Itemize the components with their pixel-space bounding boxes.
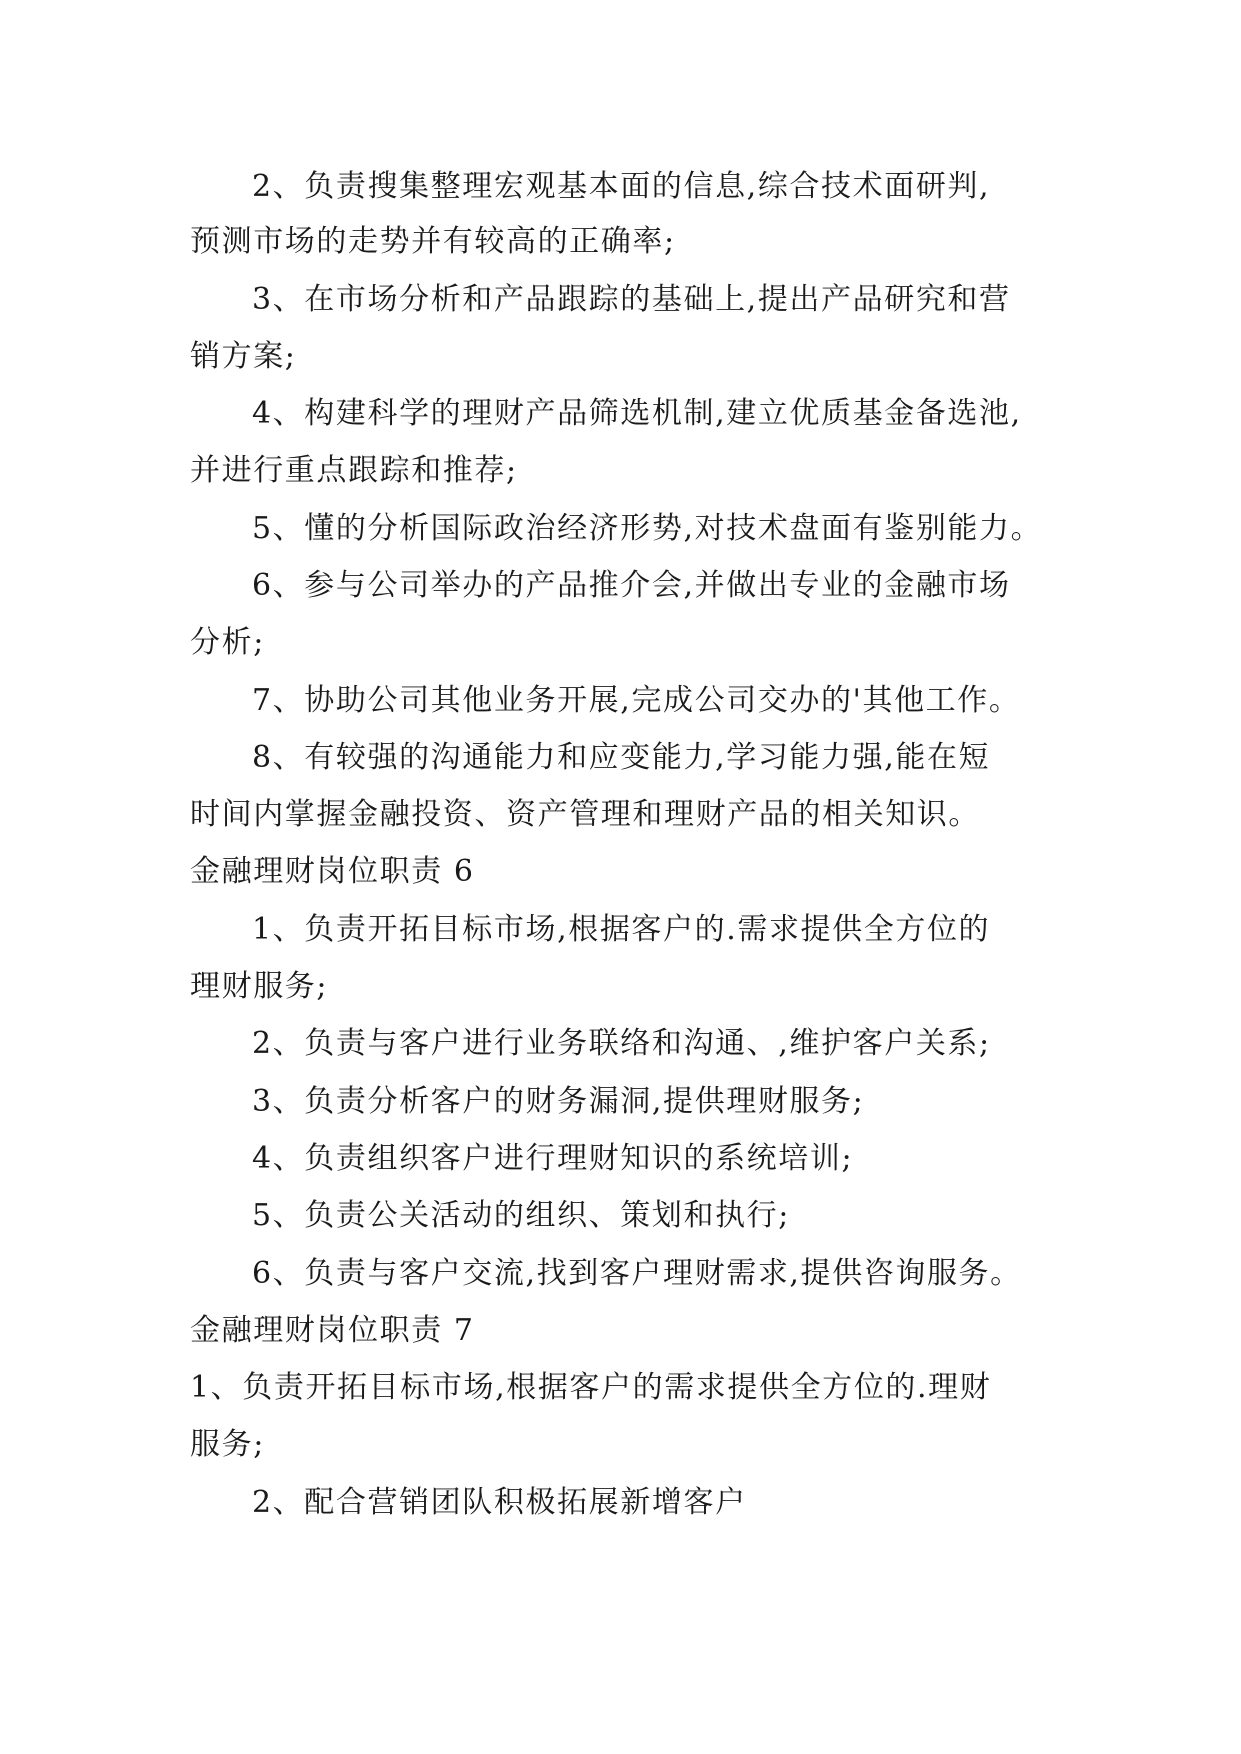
text-line: 8、有较强的沟通能力和应变能力,学习能力强,能在短 — [252, 740, 991, 775]
text-line: 2、负责搜集整理宏观基本面的信息,综合技术面研判, — [252, 169, 991, 204]
text-line: 7、协助公司其他业务开展,完成公司交办的'其他工作。 — [252, 683, 1021, 718]
text-line: 6、参与公司举办的产品推介会,并做出专业的金融市场 — [252, 568, 1011, 603]
text-line: 并进行重点跟踪和推荐; — [190, 453, 518, 488]
text-line: 预测市场的走势并有较高的正确率; — [190, 224, 676, 259]
section-heading: 金融理财岗位职责 6 — [190, 854, 475, 889]
text-line: 5、负责公关活动的组织、策划和执行; — [252, 1198, 790, 1233]
text-line: 3、在市场分析和产品跟踪的基础上,提出产品研究和营 — [252, 282, 1011, 317]
text-line: 销方案; — [190, 339, 297, 374]
text-line: 服务; — [190, 1427, 265, 1462]
section-heading: 金融理财岗位职责 7 — [190, 1313, 475, 1348]
text-line: 4、负责组织客户进行理财知识的系统培训; — [252, 1141, 854, 1176]
text-line: 3、负责分析客户的财务漏洞,提供理财服务; — [252, 1084, 865, 1119]
text-line: 理财服务; — [190, 969, 329, 1004]
text-line: 1、负责开拓目标市场,根据客户的.需求提供全方位的 — [252, 912, 991, 947]
text-line: 4、构建科学的理财产品筛选机制,建立优质基金备选池, — [252, 396, 1022, 431]
text-line: 时间内掌握金融投资、资产管理和理财产品的相关知识。 — [190, 797, 980, 832]
text-line: 6、负责与客户交流,找到客户理财需求,提供咨询服务。 — [252, 1256, 1022, 1291]
text-line: 分析; — [190, 625, 265, 660]
text-line: 2、负责与客户进行业务联络和沟通、,维护客户关系; — [252, 1026, 991, 1061]
text-line: 1、负责开拓目标市场,根据客户的需求提供全方位的.理财 — [190, 1370, 992, 1405]
text-line: 5、懂的分析国际政治经济形势,对技术盘面有鉴别能力。 — [252, 511, 1043, 546]
text-line: 2、配合营销团队积极拓展新增客户 — [252, 1485, 747, 1520]
